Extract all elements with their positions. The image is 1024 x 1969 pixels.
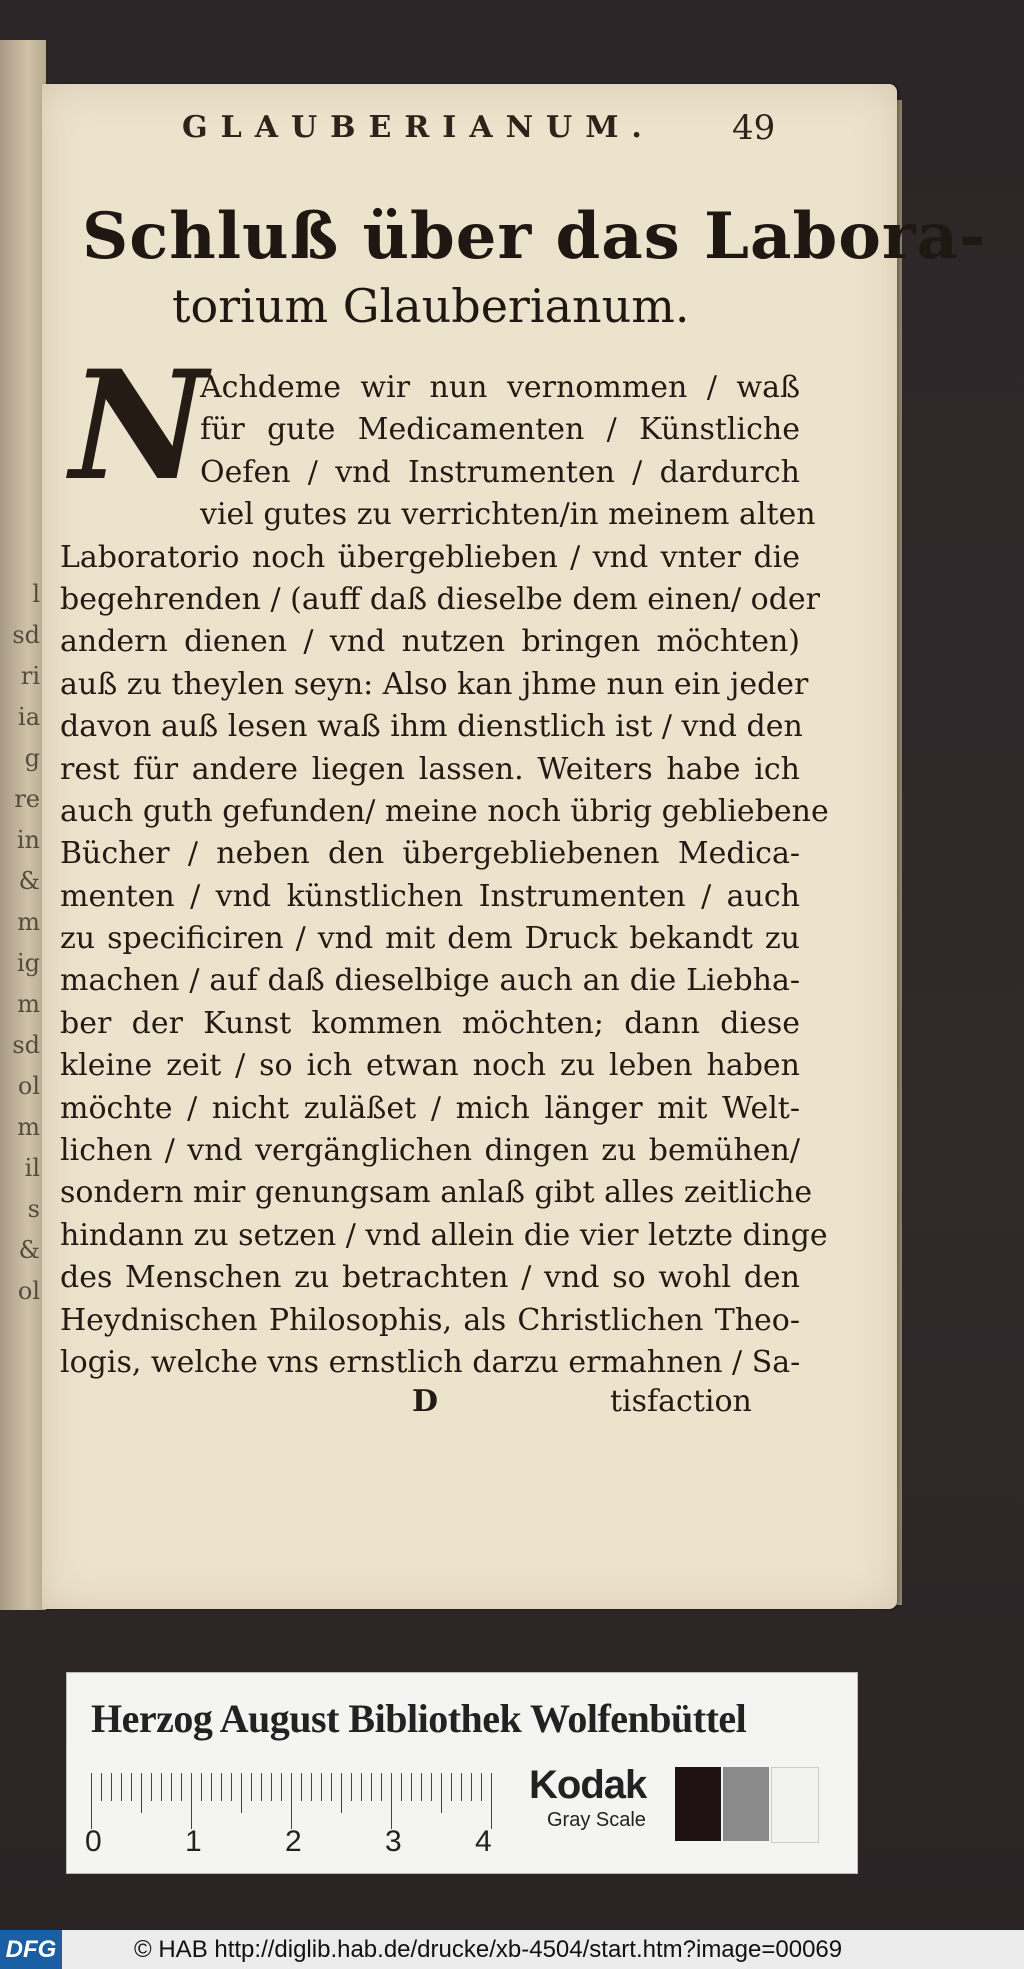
ruler-number: 3 bbox=[385, 1825, 402, 1858]
text-line: Oefen / vnd Instrumenten / dardurch bbox=[200, 454, 800, 490]
ruler-tick bbox=[361, 1773, 362, 1801]
text-line: davon auß lesen waß ihm dienstlich ist / vnd den bbox=[60, 709, 803, 745]
text-line: kleine zeit / so ich etwan noch zu leben haben bbox=[60, 1048, 800, 1084]
text-line: viel gutes zu verrichten/in meinem alten bbox=[200, 497, 816, 533]
book-page bbox=[42, 84, 987, 1609]
ruler-tick bbox=[381, 1773, 382, 1801]
ruler-tick bbox=[261, 1773, 262, 1801]
ruler-tick bbox=[431, 1773, 432, 1801]
text-line: zu specificiren / vnd mit dem Druck bekandt zu bbox=[60, 921, 800, 957]
ruler-tick bbox=[311, 1773, 312, 1801]
ruler-tick bbox=[301, 1773, 302, 1801]
ruler-tick bbox=[211, 1773, 212, 1801]
black-swatch bbox=[675, 1767, 721, 1841]
ruler-tick bbox=[181, 1773, 182, 1801]
ruler-tick bbox=[331, 1773, 332, 1801]
drop-cap-initial: N bbox=[70, 338, 208, 514]
ruler-tick bbox=[291, 1773, 292, 1829]
ruler-number: 4 bbox=[475, 1825, 492, 1858]
text-line: hindann zu setzen / vnd allein die vier letzte dinge bbox=[60, 1217, 828, 1253]
ruler-tick bbox=[321, 1773, 322, 1801]
text-line: machen / auf daß dieselbige auch an die Liebha- bbox=[60, 963, 800, 999]
ruler-tick bbox=[271, 1773, 272, 1801]
text-line: menten / vnd künstlichen Instrumenten / auch bbox=[60, 878, 800, 914]
text-line: Bücher / neben den übergebliebenen Medica- bbox=[60, 836, 800, 872]
ruler-tick bbox=[171, 1773, 172, 1801]
running-head: GLAUBERIANUM. bbox=[182, 110, 655, 145]
ruler-tick bbox=[351, 1773, 352, 1801]
text-line: rest für andere liegen lassen. Weiters habe ich bbox=[60, 751, 800, 787]
library-name: Herzog August Bibliothek Wolfenbüttel bbox=[91, 1696, 747, 1741]
text-line: Achdeme wir nun vernommen / waß bbox=[200, 370, 800, 405]
ruler-tick bbox=[411, 1773, 412, 1801]
ruler-tick bbox=[111, 1773, 112, 1801]
ruler-tick bbox=[281, 1773, 282, 1801]
ruler-tick bbox=[421, 1773, 422, 1801]
copyright-credit: © HAB http://diglib.hab.de/drucke/xb-4504/start.htm?image=00069 bbox=[134, 1936, 843, 1963]
ruler-tick bbox=[221, 1773, 222, 1801]
ruler-tick bbox=[151, 1773, 152, 1801]
text-line: sondern mir genungsam anlaß gibt alles zeitliche bbox=[60, 1175, 813, 1211]
signature-mark: D bbox=[412, 1384, 439, 1419]
ruler-tick bbox=[241, 1773, 242, 1813]
ruler-tick bbox=[401, 1773, 402, 1801]
ruler-tick bbox=[481, 1773, 482, 1801]
dfg-logo: DFG bbox=[0, 1930, 62, 1969]
ruler-tick bbox=[101, 1773, 102, 1801]
catchword: tisfaction bbox=[610, 1384, 752, 1419]
ruler-tick bbox=[231, 1773, 232, 1801]
white-swatch bbox=[771, 1767, 819, 1843]
ruler-number: 1 bbox=[185, 1825, 202, 1858]
text-line: Laboratorio noch übergeblieben / vnd vnter die bbox=[60, 539, 800, 575]
text-line: andern dienen / vnd nutzen bringen möchten) bbox=[60, 624, 800, 660]
previous-page-text-fragments: l sd ri ia g re in & m ig m sd ol m il s & ol bbox=[12, 580, 40, 1305]
ruler-tick bbox=[461, 1773, 462, 1801]
chapter-title-line-2: torium Glauberianum. bbox=[172, 279, 690, 333]
ruler-tick bbox=[471, 1773, 472, 1801]
text-line: ber der Kunst kommen möchten; dann diese bbox=[60, 1005, 800, 1041]
ruler-tick bbox=[141, 1773, 142, 1813]
body-text bbox=[60, 367, 829, 1384]
ruler-tick bbox=[491, 1773, 492, 1829]
text-line: des Menschen zu betrachten / vnd so wohl den bbox=[60, 1260, 800, 1296]
text-line: auß zu theylen seyn: Also kan jhme nun ein jeder bbox=[60, 666, 809, 702]
ruler-tick bbox=[441, 1773, 442, 1813]
ruler-tick bbox=[251, 1773, 252, 1801]
ruler-tick bbox=[341, 1773, 342, 1813]
ruler-tick bbox=[191, 1773, 192, 1829]
ruler-tick bbox=[121, 1773, 122, 1801]
ruler-number: 2 bbox=[285, 1825, 302, 1858]
footer-bar bbox=[0, 1930, 1024, 1969]
gray-swatch bbox=[723, 1767, 769, 1841]
text-line: lichen / vnd vergänglichen dingen zu bemühen/ bbox=[60, 1133, 800, 1169]
gray-scale-label: Gray Scale bbox=[547, 1809, 646, 1831]
ruler-tick bbox=[161, 1773, 162, 1801]
text-line: Heydnischen Philosophis, als Christlichen Theo- bbox=[60, 1302, 800, 1338]
ruler-tick bbox=[371, 1773, 372, 1801]
ruler-tick bbox=[451, 1773, 452, 1801]
ruler-tick bbox=[131, 1773, 132, 1801]
color-scale-card bbox=[66, 1672, 858, 1874]
text-line: möchte / nicht zuläßet / mich länger mit Welt- bbox=[60, 1090, 800, 1126]
ruler-tick bbox=[201, 1773, 202, 1801]
ruler-number: 0 bbox=[85, 1825, 102, 1858]
ruler-tick bbox=[91, 1773, 92, 1829]
text-line: logis, welche vns ernstlich darzu ermahnen / Sa- bbox=[60, 1344, 801, 1380]
text-line: auch guth gefunden/ meine noch übrig gebliebene bbox=[60, 793, 829, 829]
previous-page-edge bbox=[0, 40, 46, 1610]
page-number: 49 bbox=[732, 108, 776, 148]
text-line: für gute Medicamenten / Künstliche bbox=[200, 412, 800, 448]
chapter-title-line-1: Schluß über das Labora- bbox=[82, 199, 987, 274]
measurement-ruler bbox=[91, 1773, 491, 1829]
ruler-tick bbox=[391, 1773, 392, 1829]
kodak-logo: Kodak bbox=[529, 1763, 647, 1807]
text-line: begehrenden / (auff daß dieselbe dem einen/ oder bbox=[60, 581, 821, 617]
